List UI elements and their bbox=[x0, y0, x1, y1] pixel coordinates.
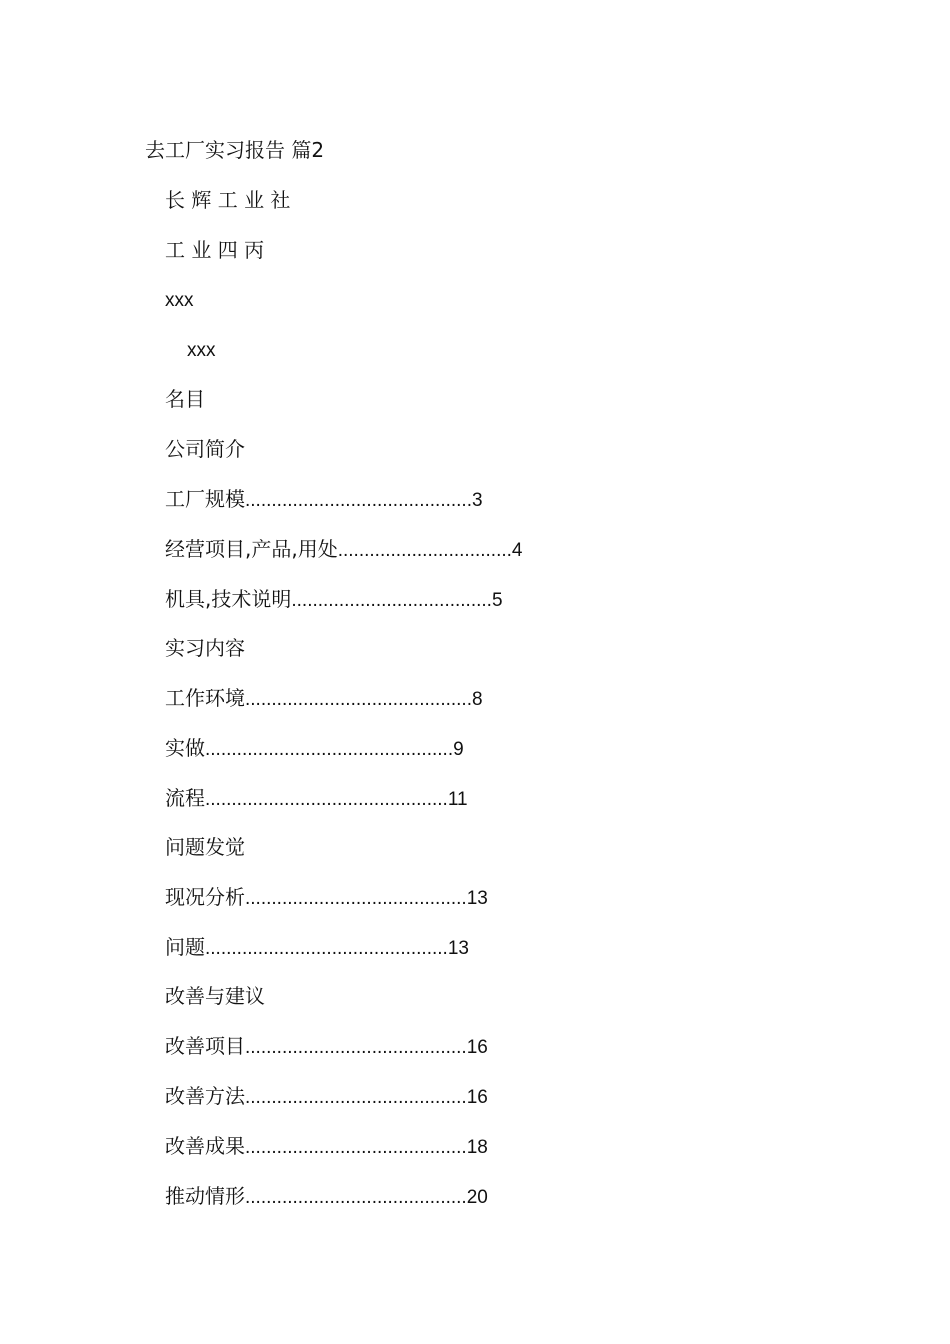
toc-entry[interactable] bbox=[165, 785, 468, 813]
toc-entry-label: 改善方法 bbox=[165, 1084, 245, 1108]
toc-entry-leader: ........................................... bbox=[245, 689, 472, 710]
toc-entry-page: 3 bbox=[472, 490, 483, 511]
toc-entry-page: 13 bbox=[466, 888, 488, 909]
toc-section-heading: 问题发觉 bbox=[165, 835, 245, 859]
toc-entry-label: 流程 bbox=[165, 786, 205, 810]
toc-entry-leader: .......................................... bbox=[245, 1037, 467, 1058]
toc-entry-label: 现况分析 bbox=[165, 885, 245, 909]
company-name: 长 辉 工 业 社 bbox=[165, 188, 291, 212]
toc-entry-label: 问题 bbox=[165, 935, 205, 959]
toc-entry-leader: .......................................... bbox=[245, 1137, 467, 1158]
toc-entry-label: 实做 bbox=[165, 736, 205, 760]
toc-section-heading: 改善与建议 bbox=[165, 984, 265, 1008]
toc-heading: 名目 bbox=[165, 387, 205, 411]
toc-entry-leader: .............................................. bbox=[205, 789, 448, 810]
toc-entry-page: 11 bbox=[447, 789, 468, 810]
document-title: 去工厂实习报告 篇2 bbox=[145, 138, 325, 162]
toc-entry-page: 16 bbox=[466, 1087, 488, 1108]
class-name: 工 业 四 丙 bbox=[165, 238, 265, 262]
toc-entry-leader: ...................................... bbox=[291, 590, 492, 611]
toc-entry[interactable] bbox=[165, 735, 464, 763]
toc-entry-label: 改善项目 bbox=[165, 1034, 245, 1058]
toc-entry-page: 18 bbox=[466, 1137, 488, 1158]
toc-entry-label: 机具,技术说明 bbox=[165, 587, 292, 611]
toc-entry-page: 16 bbox=[466, 1037, 488, 1058]
toc-entry-label: 工作环境 bbox=[165, 686, 245, 710]
toc-entry[interactable] bbox=[165, 1033, 488, 1061]
toc-entry[interactable] bbox=[165, 586, 503, 614]
toc-entry-leader: .......................................... bbox=[245, 1087, 467, 1108]
toc-entry-leader: .............................................. bbox=[205, 938, 448, 959]
toc-entry-leader: .......................................... bbox=[245, 888, 467, 909]
toc-entry-page: 4 bbox=[511, 540, 523, 561]
toc-entry-leader: ............................................... bbox=[205, 739, 454, 760]
toc-entry[interactable] bbox=[165, 884, 488, 912]
toc-entry[interactable] bbox=[165, 1083, 488, 1111]
toc-entry-leader: ........................................... bbox=[245, 490, 472, 511]
toc-section-heading: 公司简介 bbox=[165, 437, 245, 461]
toc-entry-label: 经营项目,产品,用处 bbox=[165, 537, 338, 561]
toc-entry[interactable] bbox=[165, 685, 483, 713]
toc-entry-leader: .......................................... bbox=[245, 1187, 467, 1208]
toc-entry-page: 5 bbox=[491, 590, 503, 611]
toc-entry-label: 工厂规模 bbox=[165, 487, 245, 511]
toc-entry-label: 改善成果 bbox=[165, 1134, 245, 1158]
author-line-1: xxx bbox=[165, 290, 194, 311]
toc-entry-page: 20 bbox=[466, 1187, 488, 1208]
toc-entry-label: 推动情形 bbox=[165, 1184, 245, 1208]
toc-entry[interactable] bbox=[165, 1183, 488, 1211]
toc-section-heading: 实习内容 bbox=[165, 636, 245, 660]
toc-entry[interactable] bbox=[165, 536, 523, 564]
toc-entry-page: 8 bbox=[472, 689, 483, 710]
toc-entry-page: 9 bbox=[453, 739, 464, 760]
toc-entry-page: 13 bbox=[447, 938, 469, 959]
author-line-2: xxx bbox=[187, 340, 216, 361]
toc-entry[interactable] bbox=[165, 934, 469, 962]
toc-entry-leader: ................................. bbox=[337, 540, 512, 561]
toc-entry[interactable] bbox=[165, 486, 483, 514]
toc-entry[interactable] bbox=[165, 1133, 488, 1161]
